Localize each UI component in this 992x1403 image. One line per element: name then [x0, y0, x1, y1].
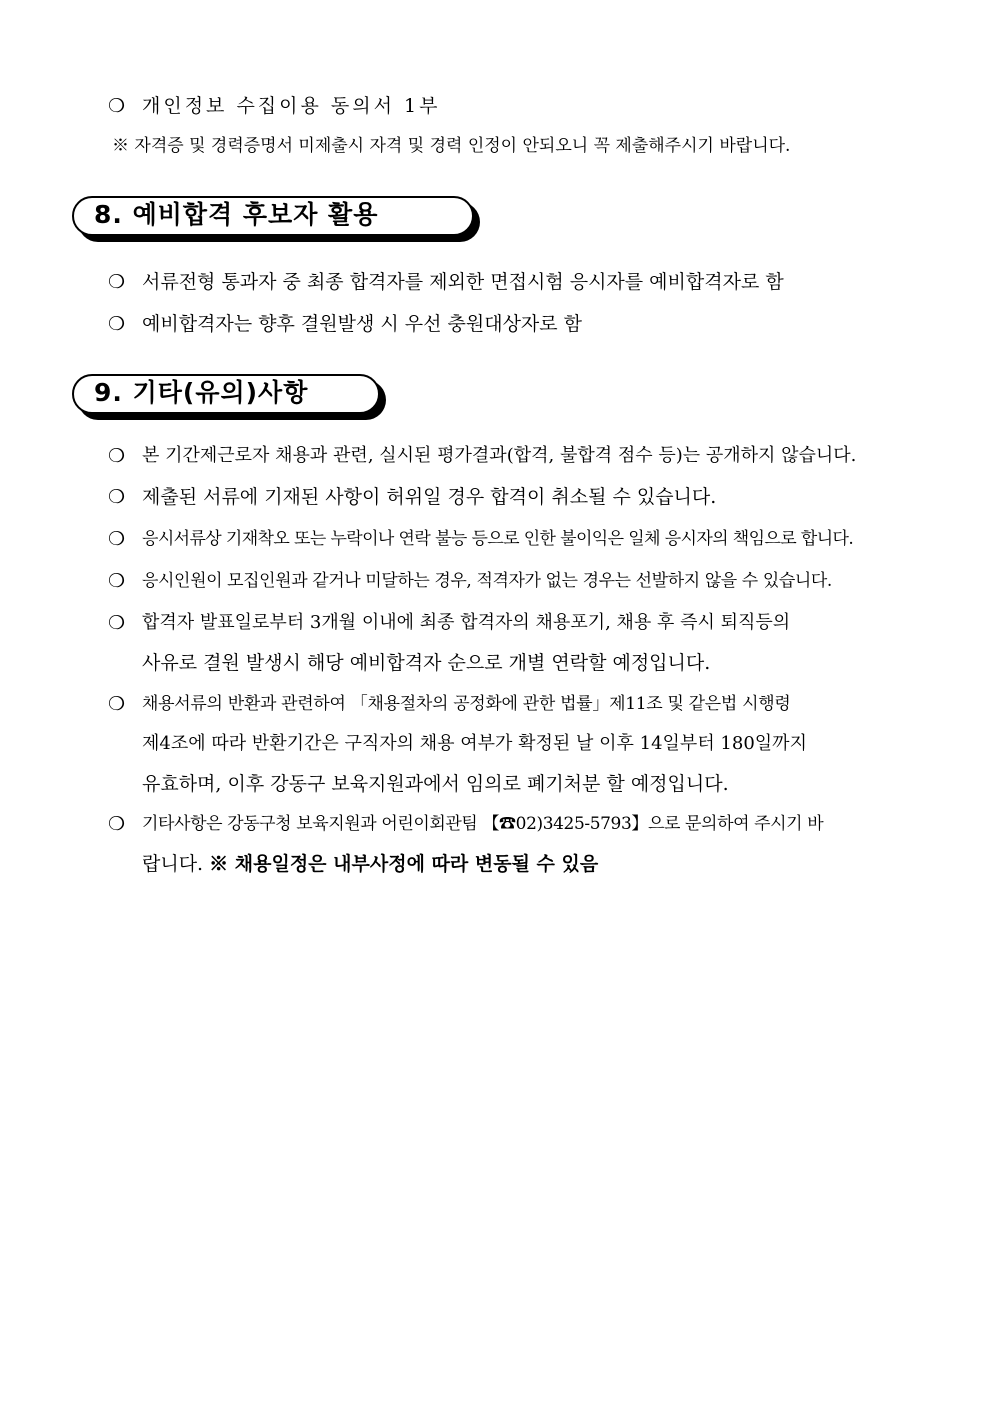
item-text-line-1: 채용서류의 반환과 관련하여 「채용절차의 공정화에 관한 법률」제11조 및 같은법 시행령 [142, 694, 791, 714]
list-item [108, 684, 922, 804]
circle-bullet-icon: ❍ [108, 528, 126, 550]
schedule-change-note: ※ 채용일정은 내부사정에 따라 변동될 수 있음 [209, 853, 599, 875]
item-text-line-2-start: 랍니다. [142, 853, 210, 875]
item-text-line-1: 기타사항은 강동구청 보육지원과 어린이회관팀 【☎02)3425-5793】으로 문의하여 주시기 바 [142, 814, 824, 834]
circle-bullet-icon: ❍ [108, 445, 126, 467]
section-heading-8 [72, 196, 474, 236]
item-text: 본 기간제근로자 채용과 관련, 실시된 평가결과(합격, 불합격 점수 등)는 공개하지 않습니다. [142, 445, 857, 466]
item-text: 서류전형 통과자 중 최종 합격자를 제외한 면접시험 응시자를 예비합격자로 함 [142, 271, 784, 293]
circle-bullet-icon: ❍ [108, 313, 126, 335]
circle-bullet-icon: ❍ [108, 486, 126, 508]
item-text-line-2 [142, 844, 922, 884]
circle-bullet-icon: ❍ [108, 813, 126, 835]
list-item [108, 804, 922, 884]
item-text: 개인정보 수집이용 동의서 1부 [142, 95, 441, 117]
item-text-line-1: 합격자 발표일로부터 3개월 이내에 최종 합격자의 채용포기, 채용 후 즉시 퇴직등의 [142, 612, 791, 633]
item-text-line-2: 제4조에 따라 반환기간은 구직자의 채용 여부가 확정된 날 이후 14일부터 180일까지 [142, 733, 807, 754]
section-title: 9. 기타(유의)사항 [94, 378, 309, 407]
item-text: 예비합격자는 향후 결원발생 시 우선 충원대상자로 함 [142, 313, 583, 335]
circle-bullet-icon: ❍ [108, 612, 126, 634]
item-text-line-3: 유효하며, 이후 강동구 보육지원과에서 임의로 폐기처분 할 예정입니다. [142, 773, 729, 795]
list-item [108, 603, 922, 683]
circle-bullet-icon: ❍ [108, 570, 126, 592]
item-text: 응시서류상 기재착오 또는 누락이나 연락 불능 등으로 인한 불이익은 일체 응시자의 책임으로 합니다. [142, 529, 854, 549]
section-heading-9 [72, 374, 380, 414]
section-title: 8. 예비합격 후보자 활용 [94, 200, 379, 229]
item-text-line-2: 사유로 결원 발생시 해당 예비합격자 순으로 개별 연락할 예정입니다. [142, 652, 711, 674]
circle-bullet-icon: ❍ [108, 271, 126, 293]
circle-bullet-icon: ❍ [108, 95, 126, 117]
circle-bullet-icon: ❍ [108, 693, 126, 715]
note-text: ※ 자격증 및 경력증명서 미제출시 자격 및 경력 인정이 안되오니 꼭 제출해주시기 바랍니다. [112, 136, 791, 156]
item-text: 응시인원이 모집인원과 같거나 미달하는 경우, 적격자가 없는 경우는 선발하지 않을 수 있습니다. [142, 571, 832, 591]
item-text: 제출된 서류에 기재된 사항이 허위일 경우 합격이 취소될 수 있습니다. [142, 486, 717, 508]
